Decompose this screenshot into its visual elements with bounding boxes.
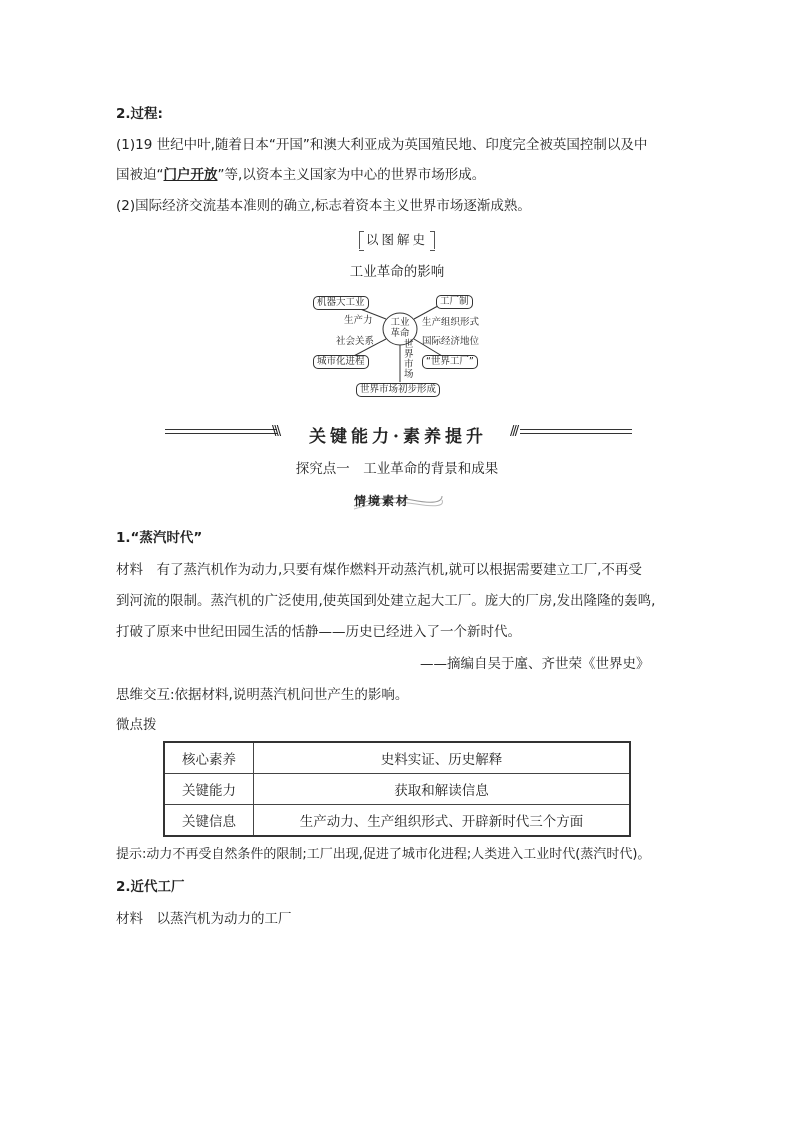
table-row xyxy=(164,774,630,805)
table-value-cell: 生产动力、生产组织形式、开辟新时代三个方面 xyxy=(254,805,631,837)
section-heading-process: 2.过程: xyxy=(116,106,163,122)
paragraph-1-line-2 xyxy=(116,165,485,185)
table-row xyxy=(164,742,630,774)
explore-title: 探究点一 工业革命的背景和成果 xyxy=(295,461,499,477)
node-machine-industry: 机器大工业 xyxy=(313,296,369,310)
node-world-market: 世界市场初步形成 xyxy=(356,383,440,397)
banner-ornament-left: \\\ xyxy=(272,424,280,439)
key-info-table xyxy=(163,741,631,837)
node-urbanization: 城市化进程 xyxy=(313,355,369,369)
node-world-factory: “世界工厂” xyxy=(422,355,478,369)
emphasized-term: 门户开放 xyxy=(163,167,218,183)
table-key-cell: 关键能力 xyxy=(164,774,254,805)
banner-rule-right xyxy=(520,429,632,430)
banner-rule-left xyxy=(165,429,277,430)
hint-text: 提示:动力不再受自然条件的限制;工厂出现,促进了城市化进程;人类进入工业时代(蒸汽时代)。 xyxy=(116,847,651,862)
table-value-cell: 获取和解读信息 xyxy=(254,774,631,805)
table-value-cell: 史料实证、历史解释 xyxy=(254,742,631,774)
label-production-organization: 生产组织形式 xyxy=(422,317,480,328)
table-key-cell: 关键信息 xyxy=(164,805,254,837)
context-material-badge xyxy=(352,490,442,512)
badge-text: 情境素材 xyxy=(354,494,411,508)
label-world-market-vertical: 世界市场 xyxy=(404,339,414,380)
paragraph-text: 国被迫“ xyxy=(116,167,164,183)
material-2: 材料 以蒸汽机为动力的工厂 xyxy=(116,911,292,927)
table-row xyxy=(164,805,630,837)
item-1-heading: 1.“蒸汽时代” xyxy=(116,530,203,546)
node-factory-system: 工厂制 xyxy=(436,295,473,309)
label-international-status: 国际经济地位 xyxy=(422,336,480,347)
label-social-relations: 社会关系 xyxy=(336,336,375,347)
table-key-cell: 核心素养 xyxy=(164,742,254,774)
paragraph-text: ”等,以资本主义国家为中心的世界市场形成。 xyxy=(217,167,486,183)
banner-rule-left xyxy=(165,433,277,434)
banner-rule-right xyxy=(520,433,632,434)
material-1-line-2: 到河流的限制。蒸汽机的广泛使用,使英国到处建立起大工厂。庞大的厂房,发出隆隆的轰鸣, xyxy=(116,593,656,609)
material-1-source: ——摘编自吴于廑、齐世荣《世界史》 xyxy=(420,656,650,672)
diagram-tag-row xyxy=(0,231,794,249)
diagram-title: 工业革命的影响 xyxy=(349,264,445,280)
paragraph-1-line-1: (1)19 世纪中叶,随着日本“开国”和澳大利亚成为英国殖民地、印度完全被英国控制以及中 xyxy=(116,137,648,153)
banner-title: 关键能力·素养提升 xyxy=(309,427,487,447)
material-1-line-1: 材料 有了蒸汽机作为动力,只要有煤作燃料开动蒸汽机,就可以根据需要建立工厂,不再受 xyxy=(116,562,642,578)
tip-label: 微点拨 xyxy=(116,717,157,733)
paragraph-2: (2)国际经济交流基本准则的确立,标志着资本主义世界市场逐渐成熟。 xyxy=(116,198,531,214)
diagram-tag: 以图解史 xyxy=(359,231,435,249)
material-1-line-3: 打破了原来中世纪田园生活的恬静——历史已经进入了一个新时代。 xyxy=(116,624,521,640)
item-2-heading: 2.近代工厂 xyxy=(116,879,185,895)
diagram-center-text: 工业革命 xyxy=(390,317,410,339)
thinking-question: 思维交互:依据材料,说明蒸汽机问世产生的影响。 xyxy=(116,687,409,703)
banner-ornament-right: /// xyxy=(510,424,518,439)
label-productivity: 生产力 xyxy=(344,315,373,326)
